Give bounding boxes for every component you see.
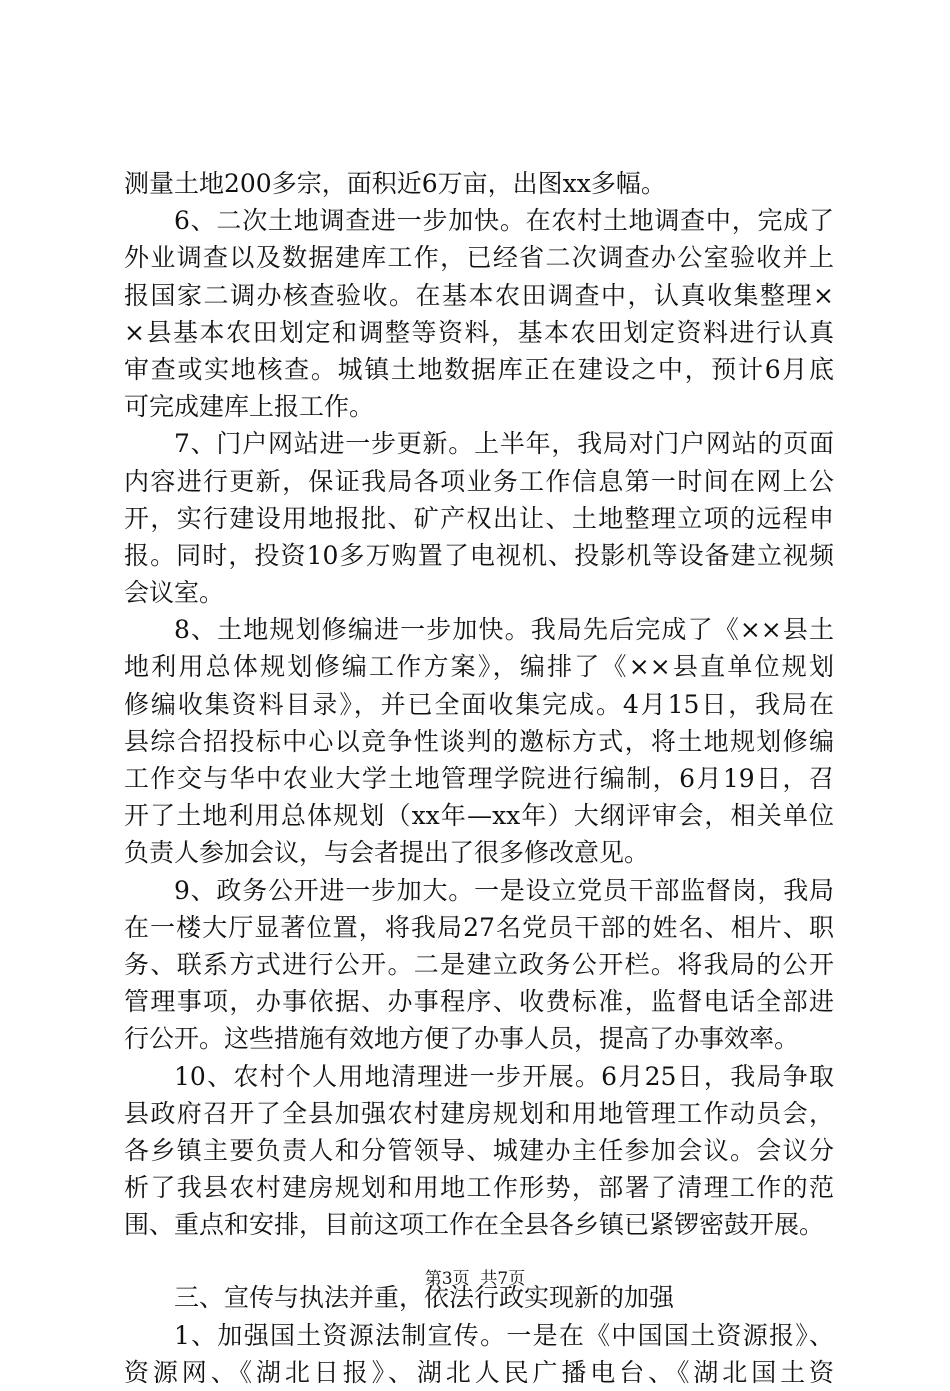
text-line: 会议室。 bbox=[124, 578, 225, 608]
text-line: 7、门户网站进一步更新。上半年，我局对门户网站的页面 bbox=[174, 429, 834, 459]
text-line: 可完成建库上报工作。 bbox=[124, 392, 375, 422]
text-line: 报。同时，投资10多万购置了电视机、投影机等设备建立视频 bbox=[124, 540, 834, 570]
text-line: 内容进行更新，保证我局各项业务工作信息第一时间在网上公 bbox=[124, 466, 834, 496]
text-line: 9、政务公开进一步加大。一是设立党员干部监督岗，我局 bbox=[174, 875, 834, 905]
text-line: 开了土地利用总体规划（xx年—xx年）大纲评审会，相关单位 bbox=[124, 801, 834, 831]
text-line: 外业调查以及数据建库工作，已经省二次调查办公室验收并上 bbox=[124, 243, 834, 273]
text-line: 修编收集资料目录》，并已全面收集完成。4月15日，我局在 bbox=[124, 689, 834, 719]
section-heading: 三、宣传与执法并重，依法行政实现新的加强 bbox=[174, 1283, 675, 1313]
paragraph-continuation bbox=[124, 165, 834, 202]
text-line: 开，实行建设用地报批、矿产权出让、土地整理立项的远程申 bbox=[124, 503, 834, 533]
page-footer bbox=[0, 1268, 950, 1290]
text-line: 审查或实地核查。城镇土地数据库正在建设之中，预计6月底 bbox=[124, 354, 834, 384]
text-line: 各乡镇主要负责人和分管领导、城建办主任参加会议。会议分 bbox=[124, 1135, 834, 1165]
paragraph-item-8 bbox=[124, 611, 834, 871]
paragraph-item-6 bbox=[124, 202, 834, 425]
text-line: 围、重点和安排，目前这项工作在全县各乡镇已紧锣密鼓开展。 bbox=[124, 1210, 825, 1240]
paragraph-item-7 bbox=[124, 425, 834, 611]
text-line: 析了我县农村建房规划和用地工作形势，部署了清理工作的范 bbox=[124, 1173, 834, 1203]
text-line: 工作交与华中农业大学土地管理学院进行编制，6月19日，召 bbox=[124, 764, 834, 793]
text-line: 1、加强国土资源法制宣传。一是在《中国国土资源报》、 bbox=[174, 1320, 834, 1350]
paragraph-item-9 bbox=[124, 872, 834, 1058]
text-line: 负责人参加会议，与会者提出了很多修改意见。 bbox=[124, 838, 650, 868]
text-line: 务、联系方式进行公开。二是建立政务公开栏。将我局的公开 bbox=[124, 949, 834, 979]
text-line: 6、二次土地调查进一步加快。在农村土地调查中，完成了 bbox=[174, 206, 834, 236]
text-line: 在一楼大厅显著位置，将我局27名党员干部的姓名、相片、职 bbox=[124, 912, 834, 942]
document-body bbox=[124, 165, 834, 1391]
text-line: ×县基本农田划定和调整等资料，基本农田划定资料进行认真 bbox=[124, 317, 834, 347]
text-line: 行公开。这些措施有效地方便了办事人员，提高了办事效率。 bbox=[124, 1024, 800, 1054]
page-number-label: 第3页 共7页 bbox=[424, 1269, 526, 1289]
text-line: 8、土地规划修编进一步加快。我局先后完成了《××县土 bbox=[174, 615, 834, 645]
text-line: 管理事项，办事依据、办事程序、收费标准，监督电话全部进 bbox=[124, 987, 834, 1017]
paragraph-section3-item-1 bbox=[124, 1317, 834, 1391]
text-line: 测量土地200多宗，面积近6万亩，出图xx多幅。 bbox=[124, 169, 666, 198]
text-line: 报国家二调办核查验收。在基本农田调查中，认真收集整理× bbox=[124, 280, 834, 310]
text-line: 地利用总体规划修编工作方案》，编排了《××县直单位规划 bbox=[124, 652, 834, 682]
text-line: 资源网、《湖北日报》、湖北人民广播电台、《湖北国土资 bbox=[124, 1357, 834, 1387]
text-line: 10、农村个人用地清理进一步开展。6月25日，我局争取 bbox=[174, 1061, 834, 1091]
paragraph-item-10 bbox=[124, 1058, 834, 1244]
text-line: 县综合招投标中心以竞争性谈判的邀标方式，将土地规划修编 bbox=[124, 726, 834, 756]
text-line: 县政府召开了全县加强农村建房规划和用地管理工作动员会， bbox=[124, 1098, 834, 1128]
